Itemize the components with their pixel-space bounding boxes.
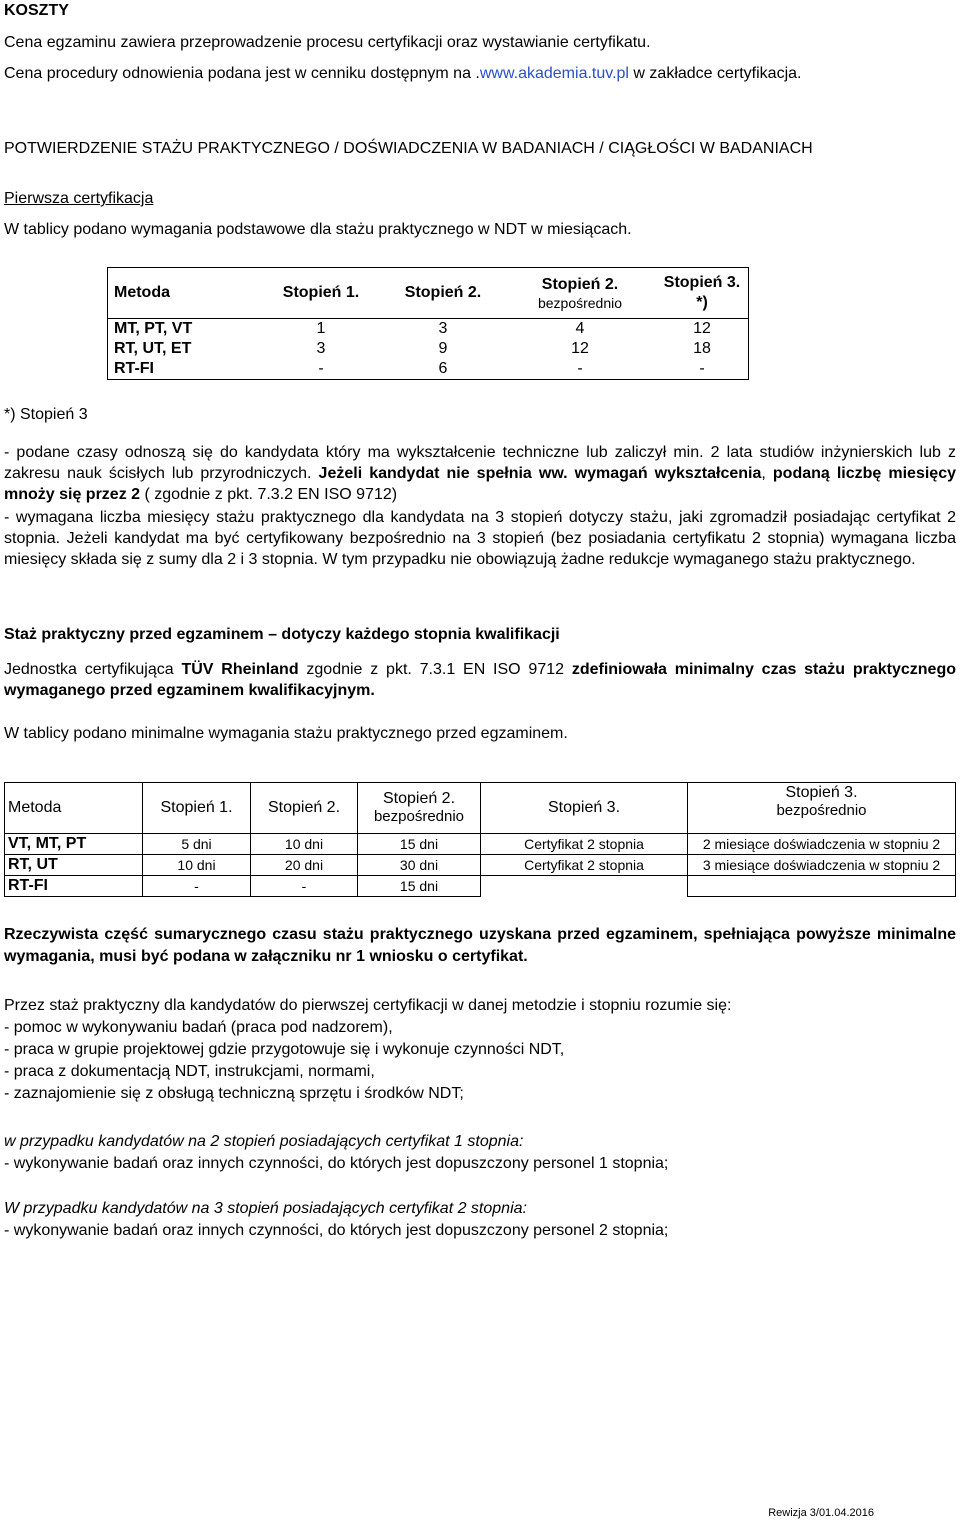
th-bezposrednio: bezpośrednio (373, 808, 465, 825)
list-item: - pomoc w wykonywaniu badań (praca pod nadzorem), (4, 1019, 393, 1036)
cell-s2b: 12 (571, 340, 589, 357)
cell-method: RT, UT (5, 855, 143, 876)
th-bezposrednio: bezpośrednio (537, 295, 623, 311)
staz-p-b: TÜV Rheinland (181, 661, 299, 678)
koszty-line2 (4, 63, 956, 84)
section-potwierdzenie (4, 138, 956, 240)
table-row (108, 319, 749, 340)
th-stopien3b-label: Stopień 3. (785, 784, 858, 801)
cell-s2b: - (577, 360, 583, 377)
table-row (5, 855, 956, 876)
cell-s2b: 15 dni (358, 876, 481, 897)
revision-footer: Rewizja 3/01.04.2016 (768, 1507, 874, 1519)
section-case3 (4, 1198, 956, 1242)
cell-s2: 20 dni (251, 855, 358, 876)
table2-header-row (5, 783, 956, 834)
note-p2: - wymagana liczba miesięcy stażu praktycznego dla kandydata na 3 stopień dotyczy stażu, jaki zgromadził posiadając certyfikat 2 stopnia. Jeżeli kandydat ma być certyfikowany bezpośrednio na 3 stopień (bez posiadania certyfikatu 2 stopnia) wymagana liczba miesięcy składa się z sumy dla 2 i 3 stopnia. W tym przypadku nie obowiązują żadne redukcje wymaganego stażu praktycznego. (4, 509, 956, 568)
case2-heading: w przypadku kandydatów na 2 stopień posiadających certyfikat 1 stopnia: (4, 1133, 524, 1150)
section-staz (4, 624, 956, 744)
table-row (108, 339, 749, 359)
case2-text: - wykonywanie badań oraz innych czynności, do których jest dopuszczony personel 1 stopnia; (4, 1155, 669, 1172)
note-p1-b: Jeżeli kandydat nie spełnia ww. wymagań wykształcenia (318, 465, 762, 482)
list-item: - zaznajomienie się z obsługą techniczną sprzętu i środków NDT; (4, 1085, 464, 1102)
table-row (108, 359, 749, 380)
cell-method: VT, MT, PT (5, 834, 143, 855)
cell-s3: 12 (693, 320, 711, 337)
th-stopien2-bezposrednio (504, 268, 656, 319)
list-item: - praca z dokumentacją NDT, instrukcjami, normami, (4, 1063, 375, 1080)
th-stopien2b-label: Stopień 2. (382, 790, 456, 807)
cell-s2: 10 dni (251, 834, 358, 855)
akademia-link[interactable]: www.akademia.tuv.pl (479, 65, 629, 82)
cell-s3: - (699, 360, 705, 377)
case3-heading: W przypadku kandydatów na 3 stopień posiadających certyfikat 2 stopnia: (4, 1200, 527, 1217)
cell-method: MT, PT, VT (114, 320, 193, 337)
cell-s1: 1 (316, 320, 326, 337)
cell-s3 (481, 876, 688, 897)
cell-s1: - (318, 360, 324, 377)
koszty-line2-post: w zakładce certyfikacja. (628, 65, 802, 82)
requirements-table-days (4, 782, 956, 897)
th-stopien3: Stopień 3. (481, 783, 688, 834)
cell-s1: 10 dni (143, 855, 251, 876)
rzeczywista-text: Rzeczywista część sumarycznego czasu stażu praktycznego uzyskana przed egzaminem, spełniająca powyższe minimalne wymagania, musi być podana w załączniku nr 1 wniosku o certyfikat. (4, 926, 956, 965)
note-label: *) Stopień 3 (4, 406, 88, 423)
staz-paragraph (4, 659, 956, 701)
cell-s2: 6 (438, 360, 448, 377)
cell-s2: 9 (438, 340, 448, 357)
section-koszty (4, 0, 956, 84)
table-row (5, 834, 956, 855)
cell-s3: 18 (693, 340, 711, 357)
cell-method: RT-FI (114, 360, 154, 377)
list-item: - praca w grupie projektowej gdzie przygotowuje się i wykonuje czynności NDT, (4, 1041, 565, 1058)
heading-staz: Staż praktyczny przed egzaminem – dotyczy każdego stopnia kwalifikacji (4, 626, 560, 643)
cell-s3b (688, 876, 956, 897)
th-stopien2-bezposrednio (358, 783, 481, 834)
cell-s2: - (251, 876, 358, 897)
cell-s3: Certyfikat 2 stopnia (481, 855, 688, 876)
th-metoda: Metoda (5, 783, 143, 834)
th-stopien3-bezposrednio (688, 783, 956, 834)
cell-method: RT, UT, ET (114, 340, 192, 357)
section-note (4, 404, 956, 570)
staz-p-d: zdefiniowała minimalny czas stażu praktycznego wymaganego przed egzaminem kwalifikacyjnym. (4, 661, 957, 699)
staz-p-a: Jednostka certyfikująca (4, 661, 182, 678)
th-metoda: Metoda (108, 268, 261, 319)
th-stopien1: Stopień 1. (260, 268, 382, 319)
heading-koszty: KOSZTY (4, 2, 69, 19)
note-p1 (4, 442, 956, 505)
subheading-pierwsza: Pierwsza certyfikacja (4, 190, 154, 207)
koszty-line1: Cena egzaminu zawiera przeprowadzenie procesu certyfikacji oraz wystawianie certyfikatu. (4, 34, 651, 51)
note-p1-d: podaną liczbę miesięcy mnoży się przez 2 (4, 465, 956, 503)
cell-s3b: 3 miesiące doświadczenia w stopniu 2 (688, 855, 956, 876)
table1-header-row (108, 268, 749, 319)
cell-s2: 3 (438, 320, 448, 337)
heading-potwierdzenie: POTWIERDZENIE STAŻU PRAKTYCZNEGO / DOŚWIADCZENIA W BADANIACH / CIĄGŁOŚCI W BADANIACH (4, 140, 813, 157)
section-case2 (4, 1131, 956, 1175)
th-stopien3: Stopień 3. *) (656, 268, 749, 319)
przez-intro: Przez staż praktyczny dla kandydatów do pierwszej certyfikacji w danej metodzie i stopniu rozumie się: (4, 997, 732, 1014)
section-przez (4, 995, 956, 1105)
cell-s2b: 4 (575, 320, 585, 337)
note-p1-a: - podane czasy odnoszą się do kandydata który ma wykształcenie techniczne lub zaliczył min. 2 lata studiów inżynierskich lub z zakresu nauk ścisłych lub przyrodniczych. (4, 444, 956, 482)
table-row (5, 876, 956, 897)
cell-s3: Certyfikat 2 stopnia (481, 834, 688, 855)
note-p1-c: , (761, 465, 773, 482)
th-bezposrednio-3: bezpośrednio (776, 802, 867, 819)
cell-method: RT-FI (5, 876, 143, 897)
th-stopien2: Stopień 2. (251, 783, 358, 834)
cell-s1: - (143, 876, 251, 897)
cell-s2b: 30 dni (358, 855, 481, 876)
staz-p-c: zgodnie z pkt. 7.3.1 EN ISO 9712 (298, 661, 572, 678)
cell-s2b: 15 dni (358, 834, 481, 855)
section-rzeczywista (4, 924, 956, 968)
intro-table2: W tablicy podano minimalne wymagania stażu praktycznego przed egzaminem. (4, 725, 568, 742)
cell-s1: 3 (316, 340, 326, 357)
cell-s3b: 2 miesiące doświadczenia w stopniu 2 (688, 834, 956, 855)
th-stopien2: Stopień 2. (382, 268, 504, 319)
requirements-table-months (107, 267, 749, 380)
th-stopien1: Stopień 1. (143, 783, 251, 834)
th-stopien2b-label: Stopień 2. (541, 276, 619, 293)
intro-table1: W tablicy podano wymagania podstawowe dla stażu praktycznego w NDT w miesiącach. (4, 221, 632, 238)
case3-text: - wykonywanie badań oraz innych czynności, do których jest dopuszczony personel 2 stopnia; (4, 1222, 669, 1239)
cell-s1: 5 dni (143, 834, 251, 855)
note-p1-e: ( zgodnie z pkt. 7.3.2 EN ISO 9712) (140, 486, 398, 503)
koszty-line2-pre: Cena procedury odnowienia podana jest w cenniku dostępnym na . (4, 65, 480, 82)
